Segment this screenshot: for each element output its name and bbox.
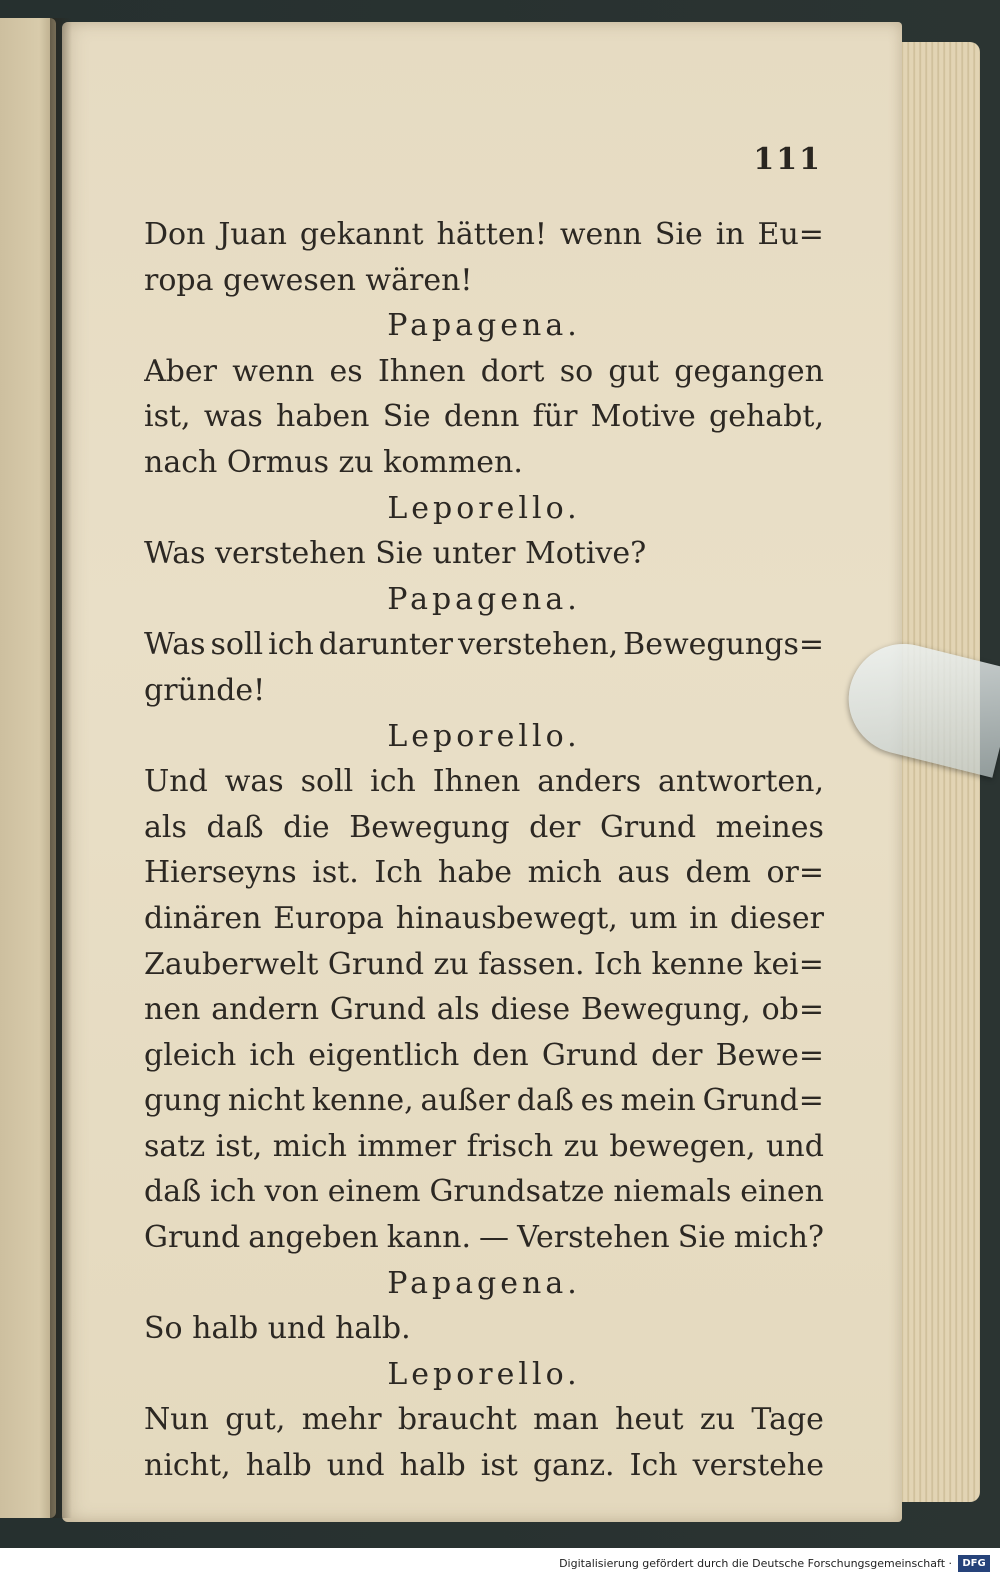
text-line: gleich ich eigentlich den Grund der Bewe=	[144, 1037, 824, 1073]
speaker-name: Papagena.	[387, 581, 581, 617]
text-line: nen andern Grund als diese Bewegung, ob=	[144, 992, 824, 1028]
speaker-name: Leporello.	[387, 718, 581, 754]
text-line: nicht, halb und halb ist ganz. Ich verstehe	[144, 1448, 824, 1484]
text-line: Und was soll ich Ihnen anders antworten,	[144, 764, 824, 800]
text-line: Grund angeben kann. — Verstehen Sie mich?	[144, 1220, 824, 1256]
page-number: 111	[753, 142, 822, 177]
text-line: Hierseyns ist. Ich habe mich aus dem or=	[144, 855, 824, 891]
text-line: gründe!	[144, 672, 266, 708]
speaker-name: Papagena.	[387, 1265, 581, 1301]
text-line: Don Juan gekannt hätten! wenn Sie in Eu=	[144, 217, 824, 252]
speaker-name: Papagena.	[387, 308, 581, 344]
text-line: So halb und halb.	[144, 1311, 411, 1347]
speaker-name: Leporello.	[387, 1356, 581, 1392]
text-line: als daß die Bewegung der Grund meines	[144, 809, 824, 845]
page-text	[144, 212, 824, 1489]
spine-shadow	[50, 18, 72, 1518]
footer-credit: Digitalisierung gefördert durch die Deutsche Forschungsgemeinschaft ·	[559, 1557, 952, 1570]
text-line: Was soll ich darunter verstehen, Bewegungs=	[144, 627, 824, 663]
dfg-logo: DFG	[958, 1555, 990, 1572]
text-line: ist, was haben Sie denn für Motive gehabt,	[144, 399, 824, 435]
text-line: satz ist, mich immer frisch zu bewegen, und	[144, 1128, 824, 1164]
text-line: gung nicht kenne, außer daß es mein Grund=	[144, 1083, 824, 1119]
text-line: Was verstehen Sie unter Motive?	[144, 536, 647, 572]
text-line: daß ich von einem Grundsatze niemals einen	[144, 1174, 824, 1210]
left-page-edge	[0, 18, 56, 1518]
speaker-name: Leporello.	[387, 490, 581, 526]
text-line: dinären Europa hinausbewegt, um in dieser	[144, 900, 824, 936]
text-line: ropa gewesen wären!	[144, 262, 473, 298]
text-line: Aber wenn es Ihnen dort so gut gegangen	[144, 353, 824, 389]
text-line: Zauberwelt Grund zu fassen. Ich kenne kei=	[144, 946, 824, 982]
text-line: nach Ormus zu kommen.	[144, 444, 523, 480]
book-page	[62, 22, 902, 1522]
footer-bar	[0, 1548, 1000, 1581]
text-line: Nun gut, mehr braucht man heut zu Tage	[144, 1402, 824, 1438]
